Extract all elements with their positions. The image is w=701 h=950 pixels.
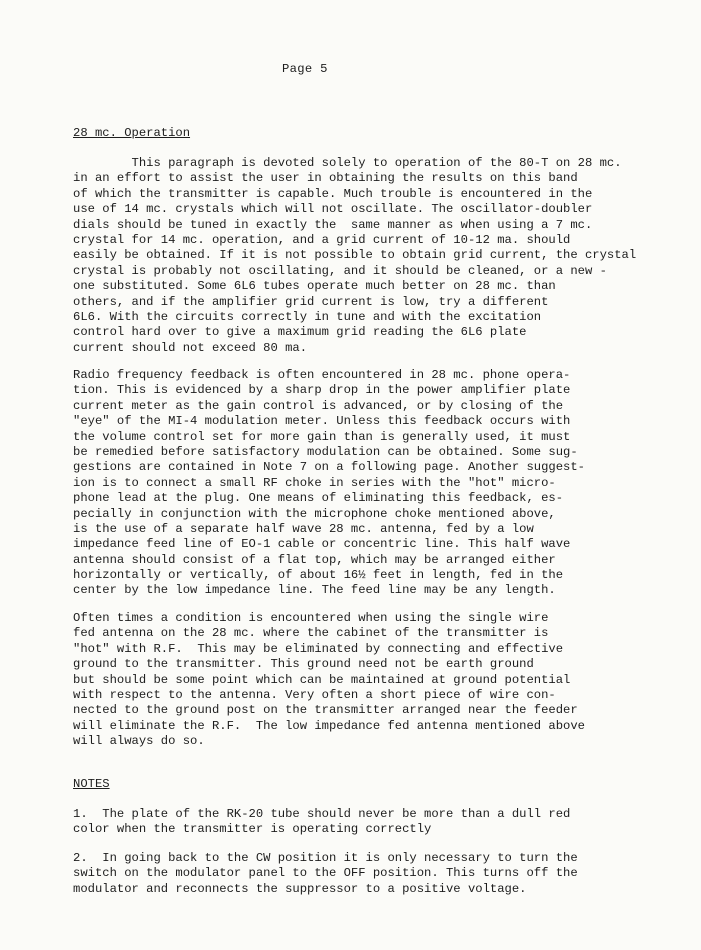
paragraph-rf-feedback bbox=[73, 368, 673, 599]
note-2 bbox=[73, 851, 673, 897]
text-line: of which the transmitter is capable. Much trouble is encountered in the bbox=[73, 186, 593, 201]
text-line: crystal for 14 mc. operation, and a grid current of 10-12 ma. should bbox=[73, 232, 571, 247]
text-line: center by the low impedance line. The feed line may be any length. bbox=[73, 583, 556, 598]
text-line: control hard over to give a maximum grid reading the 6L6 plate bbox=[73, 325, 527, 340]
text-line: easily be obtained. If it is not possible to obtain grid current, the crystal bbox=[73, 248, 637, 263]
paragraph-hot-cabinet bbox=[73, 611, 673, 750]
text-line: Often times a condition is encountered when using the single wire bbox=[73, 611, 549, 625]
text-line: phone lead at the plug. One means of eliminating this feedback, es- bbox=[73, 491, 564, 506]
text-line: modulator and reconnects the suppressor to a positive voltage. bbox=[73, 881, 527, 896]
text-line: nected to the ground post on the transmitter arranged near the feeder bbox=[73, 703, 578, 718]
text-line: gestions are contained in Note 7 on a following page. Another suggest- bbox=[73, 460, 585, 475]
section-heading: 28 mc. Operation bbox=[73, 126, 191, 140]
text-line: color when the transmitter is operating correctly bbox=[73, 822, 432, 837]
text-line: 2. In going back to the CW position it is only necessary to turn the bbox=[73, 851, 578, 865]
text-line: use of 14 mc. crystals which will not oscillate. The oscillator-doubler bbox=[73, 202, 593, 217]
text-line: is the use of a separate half wave 28 mc. antenna, fed by a low bbox=[73, 521, 534, 536]
text-line: impedance feed line of EO-1 cable or concentric line. This half wave bbox=[73, 537, 571, 552]
text-line: "eye" of the MI-4 modulation meter. Unless this feedback occurs with bbox=[73, 414, 571, 429]
text-line: ion is to connect a small RF choke in series with the "hot" micro- bbox=[73, 475, 556, 490]
text-line: dials should be tuned in exactly the same manner as when using a 7 mc. bbox=[73, 217, 593, 232]
text-line: will eliminate the R.F. The low impedance fed antenna mentioned above bbox=[73, 718, 585, 733]
text-line: but should be some point which can be maintained at ground potential bbox=[73, 672, 571, 687]
text-line: This paragraph is devoted solely to operation of the 80-T on 28 mc. bbox=[73, 156, 622, 170]
text-line: "hot" with R.F. This may be eliminated by connecting and effective bbox=[73, 641, 564, 656]
notes-heading: NOTES bbox=[73, 777, 110, 791]
text-line: the volume control set for more gain than is generally used, it must bbox=[73, 429, 571, 444]
text-line: pecially in conjunction with the microphone choke mentioned above, bbox=[73, 506, 556, 521]
text-line: 6L6. With the circuits correctly in tune and with the excitation bbox=[73, 309, 542, 324]
text-line: crystal is probably not oscillating, and it should be cleaned, or a new - bbox=[73, 263, 607, 278]
text-line: others, and if the amplifier grid current is low, try a different bbox=[73, 294, 549, 309]
text-line: current meter as the gain control is advanced, or by closing of the bbox=[73, 398, 564, 413]
note-1 bbox=[73, 807, 673, 838]
text-line: Radio frequency feedback is often encountered in 28 mc. phone opera- bbox=[73, 368, 571, 382]
text-line: antenna should consist of a flat top, which may be arranged either bbox=[73, 552, 556, 567]
text-line: current should not exceed 80 ma. bbox=[73, 340, 308, 355]
text-line: in an effort to assist the user in obtaining the results on this band bbox=[73, 171, 578, 186]
text-line: horizontally or vertically, of about 16½ feet in length, fed in the bbox=[73, 568, 564, 583]
paragraph-28mc-operation bbox=[73, 156, 673, 356]
text-line: fed antenna on the 28 mc. where the cabinet of the transmitter is bbox=[73, 626, 549, 641]
text-line: one substituted. Some 6L6 tubes operate much better on 28 mc. than bbox=[73, 279, 556, 294]
text-line: 1. The plate of the RK-20 tube should never be more than a dull red bbox=[73, 807, 571, 821]
text-line: will always do so. bbox=[73, 734, 205, 749]
text-line: switch on the modulator panel to the OFF position. This turns off the bbox=[73, 866, 578, 881]
text-line: be remedied before satisfactory modulation can be obtained. Some sug- bbox=[73, 444, 578, 459]
page-number: Page 5 bbox=[282, 62, 328, 76]
text-line: ground to the transmitter. This ground need not be earth ground bbox=[73, 657, 534, 672]
text-line: tion. This is evidenced by a sharp drop in the power amplifier plate bbox=[73, 383, 571, 398]
text-line: with respect to the antenna. Very often a short piece of wire con- bbox=[73, 687, 556, 702]
